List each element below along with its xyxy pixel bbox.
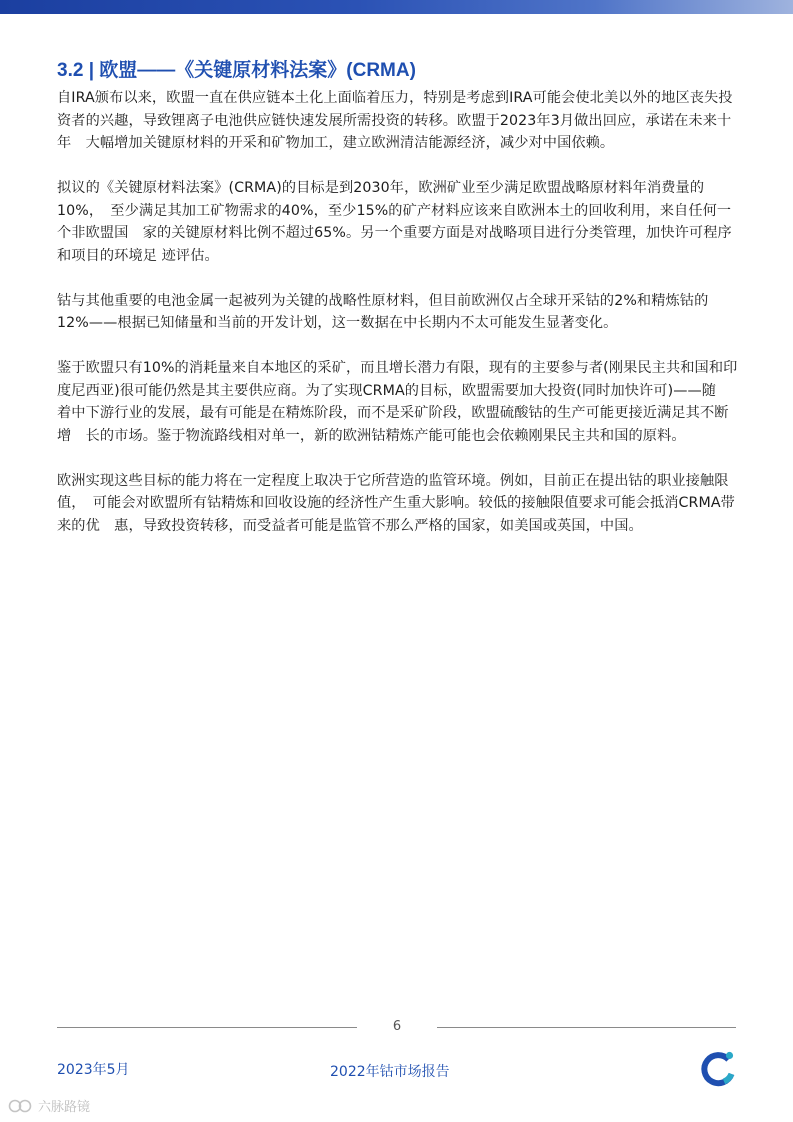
page-number: 6 — [392, 1019, 402, 1034]
section-title: 3.2 | 欧盟——《关键原材料法案》(CRMA) — [57, 60, 416, 81]
paragraph-crma-targets: 拟议的《关键原材料法案》(CRMA)的目标是到2030年，欧洲矿业至少满足欧盟战略原材料年消费量的10%， 至少满足其加工矿物需求的40%，至少15%的矿产材料应该来自欧洲本土的回收利用，来自任何一个非欧盟国 家的关键原材料比例不超过65%。另一个重要方面是对战略项目进行分类管理，加快许可程序和项目的环境足 迹评估。 — [57, 180, 732, 264]
watermark-text: 六脉路镜 — [38, 1100, 91, 1115]
paragraph-eu-supply: 鉴于欧盟只有10%的消耗量来自本地区的采矿，而且增长潜力有限，现有的主要参与者(刚果民主共和国和印 度尼西亚)很可能仍然是其主要供应商。为了实现CRMA的目标，欧盟需要加大投资(同时加快许可)——随 着中下游行业的发展，最有可能是在精炼阶段，而不是采矿阶段，欧盟硫酸钴的生产可能更接近满足其不断增 长的市场。鉴于物流路线相对单一，新的欧洲钴精炼产能可能也会依赖刚果民主共和国的原料。 — [57, 360, 738, 444]
body-text — [57, 87, 747, 560]
header-band — [0, 0, 793, 14]
watermark-logo-icon — [8, 1098, 34, 1114]
cobalt-institute-logo-icon — [698, 1049, 738, 1089]
footer-divider-right — [437, 1027, 736, 1028]
watermark — [8, 1096, 90, 1115]
footer-report-title: 2022年钴市场报告 — [330, 1064, 450, 1080]
paragraph-regulatory: 欧洲实现这些目标的能力将在一定程度上取决于它所营造的监管环境。例如，目前正在提出钴的职业接触限值， 可能会对欧盟所有钴精炼和回收设施的经济性产生重大影响。较低的接触限值要求可能会抵消CRMA带来的优 惠，导致投资转移，而受益者可能是监管不那么严格的国家，如美国或英国，中国。 — [57, 472, 735, 534]
footer-date: 2023年5月 — [57, 1062, 130, 1078]
paragraph-cobalt-strategic: 钴与其他重要的电池金属一起被列为关键的战略性原材料，但目前欧洲仅占全球开采钴的2%和精炼钴的 12%——根据已知储量和当前的开发计划，这一数据在中长期内不太可能发生显著变化。 — [57, 292, 709, 331]
paragraph-ira-pressure: 自IRA颁布以来，欧盟一直在供应链本土化上面临着压力，特别是考虑到IRA可能会使北美以外的地区丧失投 资者的兴趣，导致锂离子电池供应链快速发展所需投资的转移。欧盟于2023年3月做出回应，承诺在未来十年 大幅增加关键原材料的开采和矿物加工，建立欧洲清洁能源经济，减少对中国依赖。 — [57, 90, 747, 151]
footer-divider-left — [57, 1027, 357, 1028]
